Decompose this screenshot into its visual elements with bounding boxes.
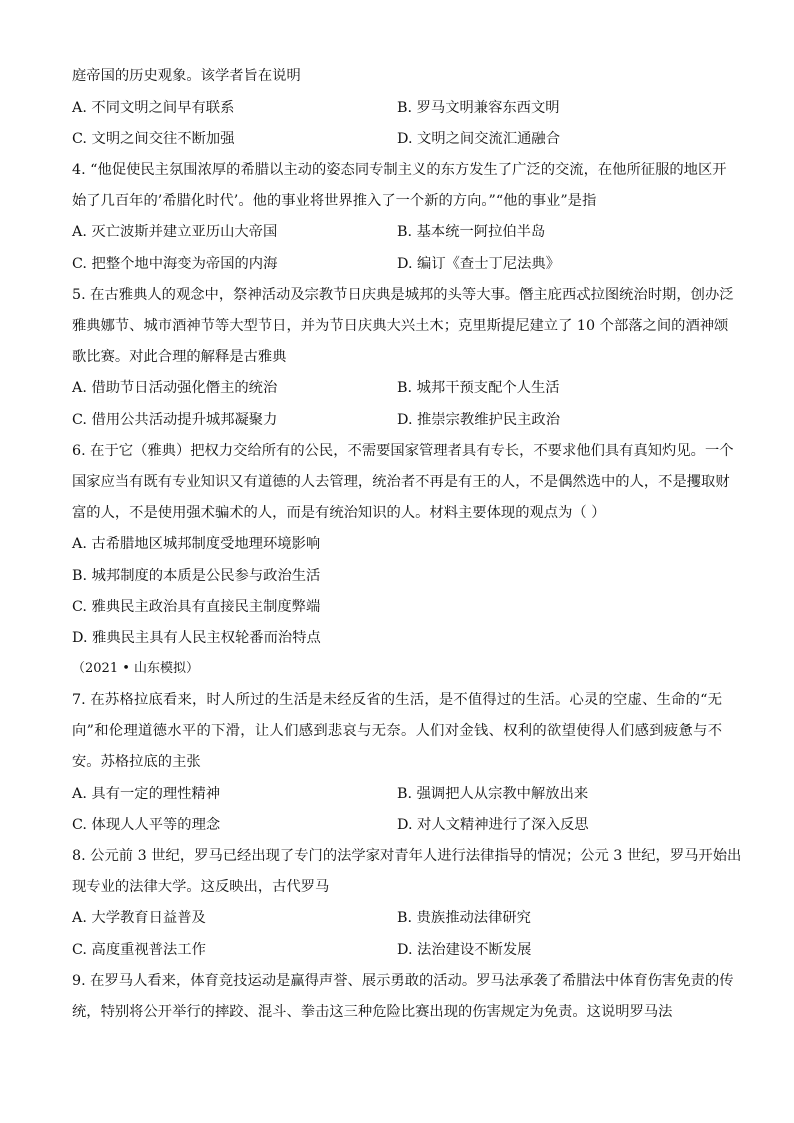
q7-stem-line: 7. 在苏格拉底看来，时人所过的生活是未经反省的生活，是不值得过的生活。心灵的空虚、生命的“无 [72,692,722,708]
q7-option-d: D. 对人文精神进行了深入反思 [397,817,589,833]
q3-stem-tail: 庭帝国的历史观象。该学者旨在说明 [72,68,301,84]
q7-stem-line: 向”和伦理道德水平的下滑，让人们感到悲哀与无奈。人们对金钱、权利的欲望使得人们感到疲惫与不 [72,723,722,739]
q5-option-d: D. 推崇宗教维护民主政治 [397,412,561,428]
q7-option-c: C. 体现人人平等的理念 [72,817,221,833]
q4-option-d: D. 编订《查士丁尼法典》 [397,256,561,272]
q7-option-a: A. 具有一定的理性精神 [72,786,221,802]
q6-option-d: D. 雅典民主具有人民主权轮番而治特点 [72,630,321,646]
q5-stem-line: 歌比赛。对此合理的解释是古雅典 [72,349,287,365]
q4-stem-line: 始了几百年的’希腊化时代’。他的事业将世界推入了一个新的方向。”“他的事业”是指 [72,193,597,209]
q6-stem-line: 6. 在于它（雅典）把权力交给所有的公民，不需要国家管理者具有专长，不要求他们具有真知灼见。一个 [72,443,734,459]
q8-stem-line: 8. 公元前 3 世纪，罗马已经出现了专门的法学家对青年人进行法律指导的情况；公元 3 世纪，罗马开始出 [72,848,742,864]
q8-option-b: B. 贵族推动法律研究 [397,910,531,926]
q6-option-c: C. 雅典民主政治具有直接民主制度弊端 [72,599,321,615]
q8-option-a: A. 大学教育日益普及 [72,910,206,926]
q7-stem-line: 安。苏格拉底的主张 [72,754,201,770]
q6-stem-line: 富的人，不是使用强术骗术的人，而是有统治知识的人。材料主要体现的观点为（ ） [72,505,606,521]
q3-option-d: D. 文明之间交流汇通融合 [397,131,561,147]
q5-option-b: B. 城邦干预支配个人生活 [397,380,560,396]
q5-option-a: A. 借助节日活动强化僭主的统治 [72,380,278,396]
q8-option-d: D. 法治建设不断发展 [397,942,532,958]
q6-option-a: A. 古希腊地区城邦制度受地理环境影响 [72,536,321,552]
q9-stem-line: 9. 在罗马人看来，体育竞技运动是赢得声誉、展示勇敢的活动。罗马法承袭了希腊法中体育伤害免责的传 [72,973,734,989]
q3-option-b: B. 罗马文明兼容东西文明 [397,100,560,116]
q5-stem-line: 5. 在古雅典人的观念中，祭神活动及宗教节日庆典是城邦的头等大事。僭主庇西忒拉图统治时期，创办泛 [72,287,734,303]
q4-option-c: C. 把整个地中海变为帝国的内海 [72,256,278,272]
q4-option-a: A. 灭亡波斯并建立亚历山大帝国 [72,224,278,240]
q9-stem-line: 统，特别将公开举行的摔跤、混斗、拳击这三种危险比赛出现的伤害规定为免责。这说明罗马法 [72,1004,673,1020]
q5-option-c: C. 借用公共活动提升城邦凝聚力 [72,412,278,428]
q8-stem-line: 现专业的法律大学。这反映出，古代罗马 [72,879,330,895]
q3-option-a: A. 不同文明之间早有联系 [72,100,235,116]
q6-stem-line: 国家应当有既有专业知识又有道德的人去管理，统治者不再是有王的人，不是偶然选中的人，不是攫取财 [72,474,730,490]
q3-option-c: C. 文明之间交往不断加强 [72,131,235,147]
q4-stem-line: 4. “他促使民主氛围浓厚的希腊以主动的姿态同专制主义的东方发生了广泛的交流，在他所征服的地区开 [72,162,727,178]
source-tag: （2021 • 山东模拟） [72,661,200,676]
q7-option-b: B. 强调把人从宗教中解放出来 [397,786,589,802]
q4-option-b: B. 基本统一阿拉伯半岛 [397,224,546,240]
q6-option-b: B. 城邦制度的本质是公民参与政治生活 [72,568,321,584]
q8-option-c: C. 高度重视普法工作 [72,942,206,958]
q5-stem-line: 雅典娜节、城市酒神节等大型节日，并为节日庆典大兴土木；克里斯提尼建立了 10 个部落之间的酒神颂 [72,318,729,334]
